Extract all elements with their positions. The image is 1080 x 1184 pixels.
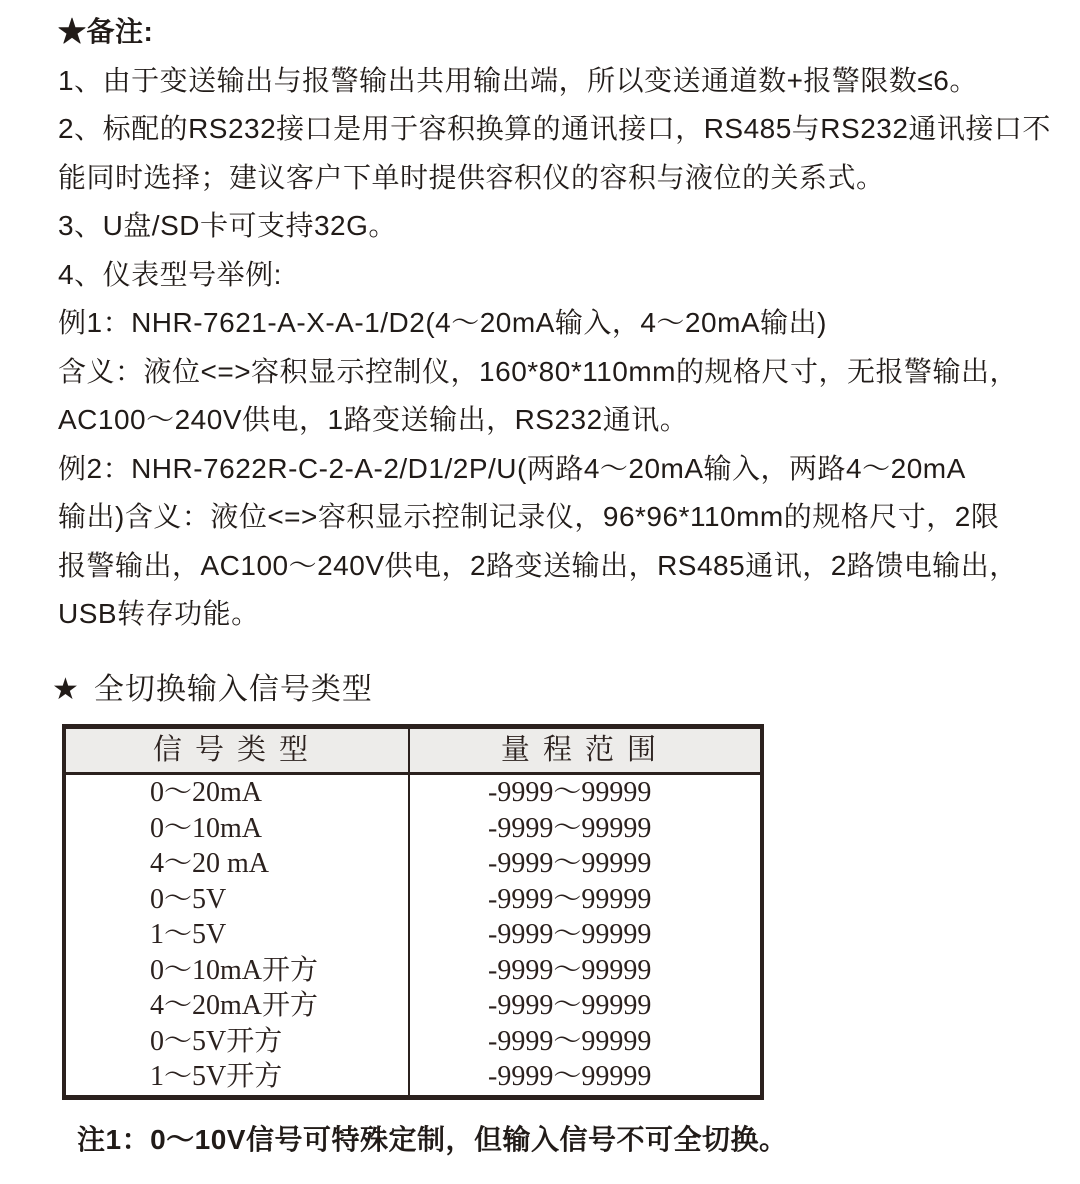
note-line: 2、标配的RS232接口是用于容积换算的通讯接口，RS485与RS232通讯接口不 — [58, 113, 1051, 144]
table-row — [66, 1059, 760, 1095]
cell-signal-type: 4～20mA开方 — [66, 988, 410, 1024]
table-row — [66, 811, 760, 847]
notes-title-text: 备注: — [86, 16, 154, 47]
cell-range: -9999～99999 — [488, 1025, 652, 1057]
note-line: 输出)含义：液位<=>容积显示控制记录仪，96*96*110mm的规格尺寸，2限 — [58, 501, 1000, 532]
cell-range: -9999～99999 — [488, 954, 652, 986]
cell-range: -9999～99999 — [488, 848, 652, 879]
table-row — [66, 1024, 760, 1060]
signal-type-table — [62, 724, 764, 1100]
table-header-row — [66, 729, 760, 775]
cell-signal-type: 0～20mA — [66, 775, 410, 811]
note-line: 3、U盘/SD卡可支持32G。 — [58, 210, 397, 241]
table-row — [66, 775, 760, 811]
col-header-signal-type: 信号类型 — [66, 729, 410, 772]
cell-range: -9999～99999 — [488, 777, 652, 808]
table-row — [66, 917, 760, 953]
cell-range: -9999～99999 — [488, 990, 652, 1021]
footnote: 注1：0～10V信号可特殊定制，但输入信号不可全切换。 — [77, 1124, 788, 1155]
cell-signal-type: 0～5V开方 — [66, 1024, 410, 1060]
notes-title — [58, 8, 1048, 57]
cell-signal-type: 1～5V — [66, 917, 410, 953]
note-line: 1、由于变送输出与报警输出共用输出端，所以变送通道数+报警限数≤6。 — [58, 64, 978, 96]
cell-signal-type: 0～10mA开方 — [66, 953, 410, 989]
section-title — [52, 664, 373, 708]
table-row — [66, 988, 760, 1024]
cell-signal-type: 4～20 mA — [66, 846, 410, 882]
star-icon: ★ — [58, 16, 87, 47]
note-line: 4、仪表型号举例: — [58, 258, 282, 290]
cell-range: -9999～99999 — [488, 919, 652, 950]
cell-range: -9999～99999 — [488, 883, 652, 915]
section-title-text: 全切换输入信号类型 — [93, 673, 373, 706]
note-line: 例2：NHR-7622R-C-2-A-2/D1/2P/U(两路4～20mA输入，两路4～20mA — [58, 452, 966, 484]
note-line: USB转存功能。 — [58, 598, 260, 629]
note-line: AC100～240V供电，1路变送输出，RS232通讯。 — [58, 404, 689, 435]
table-row — [66, 882, 760, 918]
cell-signal-type: 0～5V — [66, 882, 410, 918]
table-row — [66, 953, 760, 989]
cell-signal-type: 0～10mA — [66, 811, 410, 847]
note-line: 报警输出，AC100～240V供电，2路变送输出，RS485通讯，2路馈电输出， — [58, 549, 1018, 581]
cell-range: -9999～99999 — [488, 1061, 652, 1092]
table-row — [66, 846, 760, 882]
note-line: 能同时选择；建议客户下单时提供容积仪的容积与液位的关系式。 — [58, 161, 885, 193]
cell-signal-type: 1～5V开方 — [66, 1059, 410, 1095]
note-line: 含义：液位<=>容积显示控制仪，160*80*110mm的规格尺寸，无报警输出， — [58, 355, 1018, 387]
notes-section — [58, 8, 1051, 639]
note-line: 例1：NHR-7621-A-X-A-1/D2(4～20mA输入，4～20mA输出) — [58, 307, 827, 338]
col-header-range: 量程范围 — [500, 734, 670, 766]
cell-range: -9999～99999 — [488, 812, 652, 844]
star-icon: ★ — [52, 673, 80, 706]
